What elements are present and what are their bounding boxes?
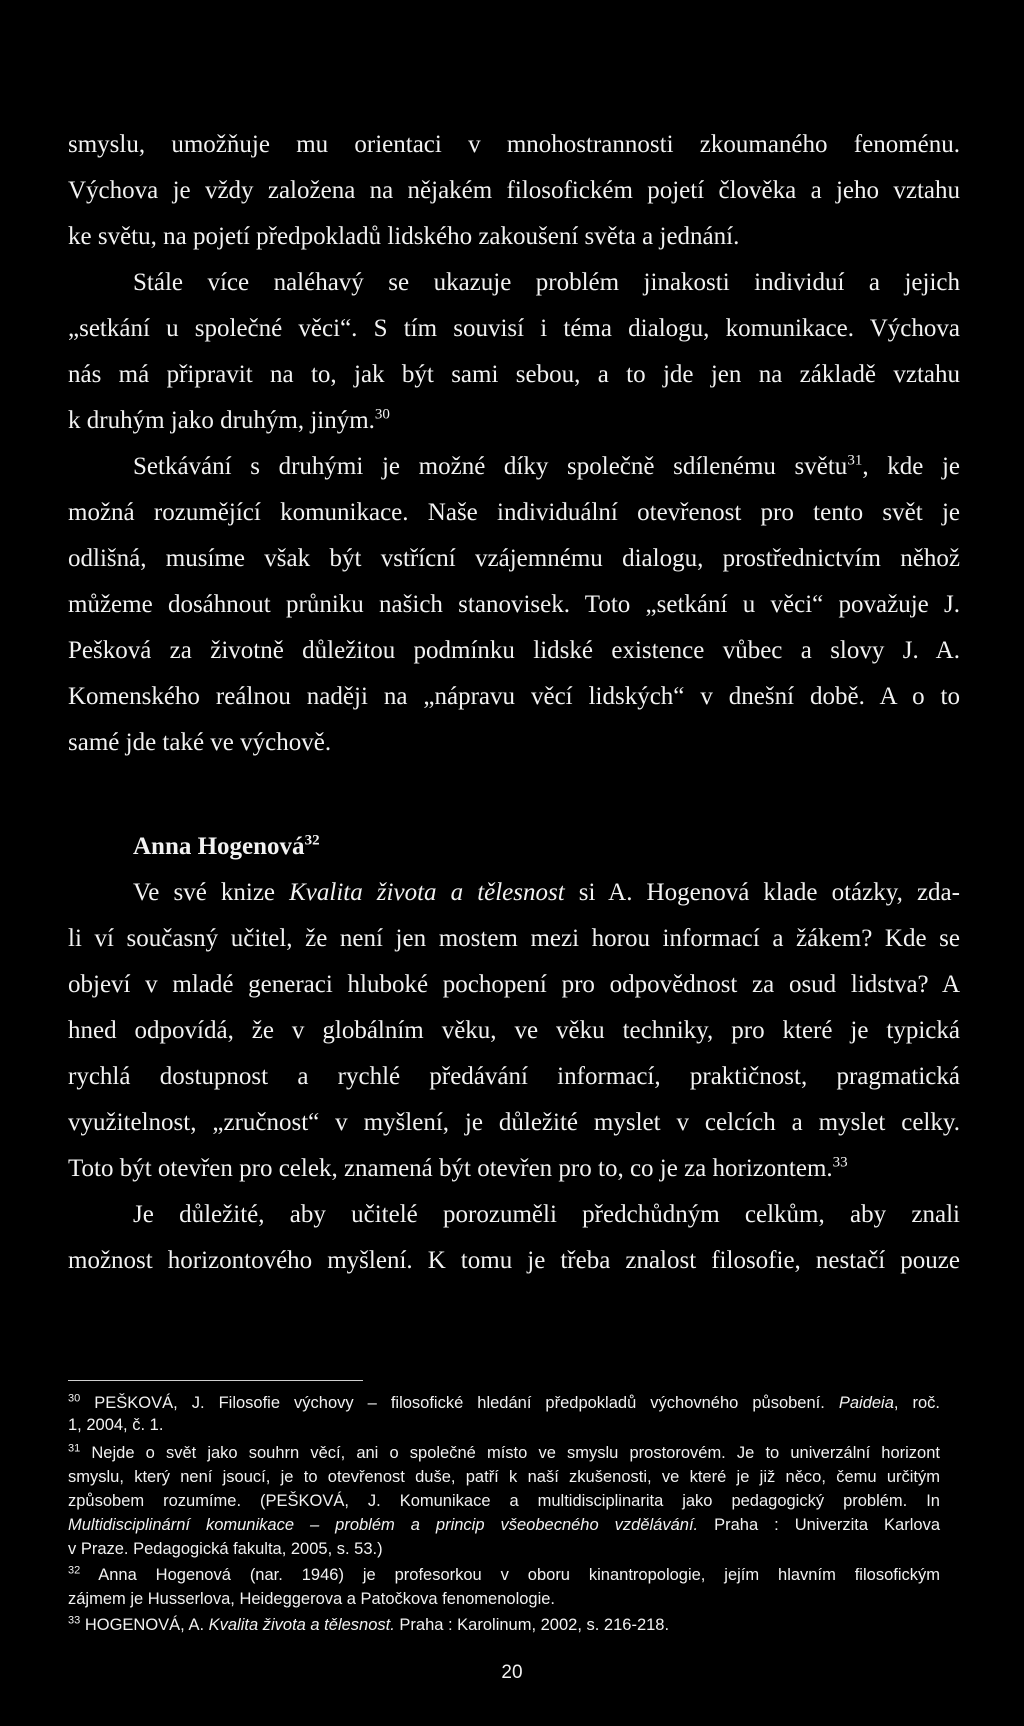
body-line: Pešková za životně důležitou podmínku lidské existence vůbec a slovy J. A. [68, 637, 960, 664]
body-line: rychlá dostupnost a rychlé předávání informací, praktičnost, pragmatická [68, 1063, 960, 1090]
footnote-text: Anna Hogenová (nar. 1946) je profesorkou v oboru kinantropologie, jejím hlavním filosofickým [80, 1566, 940, 1584]
footnote-33 [68, 1614, 940, 1636]
footnote-line: v Praze. Pedagogická fakulta, 2005, s. 53.) [68, 1540, 383, 1558]
footnote-line: 1, 2004, č. 1. [68, 1416, 164, 1434]
footnote-ref: 33 [832, 1154, 848, 1171]
footnote-line: zájmem je Husserlova, Heideggerova a Patočkova fenomenologie. [68, 1590, 556, 1608]
footnote-text: Praha : Univerzita Karlova [698, 1516, 940, 1534]
body-line: odlišná, musíme však být vstřícní vzájemnému dialogu, prostřednictvím něhož [68, 545, 960, 572]
body-line: objeví v mladé generaci hluboké pochopení pro odpovědnost za osud lidstva? A [68, 971, 960, 998]
footnote-separator [68, 1380, 363, 1381]
body-line: nás má připravit na to, jak být sami sebou, a to jde jen na základě vztahu [68, 361, 960, 388]
footnote-ref: 31 [847, 452, 863, 469]
book-title: Kvalita života a tělesnost. [208, 1616, 395, 1634]
body-line: „setkání u společné věci“. S tím souvisí i téma dialogu, komunikace. Výchova [68, 315, 960, 342]
footnote-30 [68, 1392, 940, 1414]
body-line: možná rozumějící komunikace. Naše individuální otevřenost pro tento svět je [68, 499, 960, 526]
body-line: Stále více naléhavý se ukazuje problém jinakosti individuí a jejich [133, 269, 960, 296]
section-heading [133, 832, 960, 862]
body-line [133, 878, 960, 908]
body-text: si A. Hogenová klade otázky, zda- [564, 879, 960, 906]
body-line: hned odpovídá, že v globálním věku, ve věku techniky, pro které je typická [68, 1017, 960, 1044]
footnote-line [68, 1514, 940, 1536]
body-line [68, 1154, 960, 1184]
footnote-line: smyslu, který není jsoucí, je to otevřenost duše, patří k naší zkušenosti, ve které je již něco, čemu určitým [68, 1468, 940, 1486]
footnote-number: 32 [68, 1564, 81, 1577]
body-text: Setkávání s druhými je možné díky společně sdílenému světu [133, 453, 848, 480]
body-line: možnost horizontového myšlení. K tomu je třeba znalost filosofie, nestačí pouze [68, 1247, 960, 1274]
footnote-ref: 32 [304, 832, 320, 849]
footnote-32 [68, 1564, 940, 1586]
footnote-number: 31 [68, 1442, 81, 1455]
footnote-line: způsobem rozumíme. (PEŠKOVÁ, J. Komunikace a multidisciplinarita jako pedagogický problém. In [68, 1492, 940, 1510]
footnote-text: HOGENOVÁ, A. [80, 1616, 209, 1634]
body-line: Je důležité, aby učitelé porozuměli předchůdným celkům, aby znali [133, 1201, 960, 1228]
body-line: můžeme dosáhnout průniku našich stanovisek. Toto „setkání u věci“ považuje J. [68, 591, 960, 618]
journal-title: Paideia [838, 1394, 894, 1412]
footnote-text: Praha : Karolinum, 2002, s. 216-218. [394, 1616, 670, 1634]
body-text: k druhým jako druhým, jiným. [68, 407, 375, 434]
footnote-ref: 30 [374, 406, 390, 423]
heading-text: Anna Hogenová [133, 833, 305, 860]
footnote-number: 30 [68, 1392, 81, 1405]
body-line: ke světu, na pojetí předpokladů lidského zakoušení světa a jednání. [68, 223, 740, 250]
body-line: Komenského reálnou naději na „nápravu věcí lidských“ v dnešní době. A o to [68, 683, 960, 710]
body-text: , kde je [862, 453, 960, 480]
body-line [133, 452, 960, 482]
body-line: samé jde také ve výchově. [68, 729, 332, 756]
body-text: Toto být otevřen pro celek, znamená být otevřen pro to, co je za horizontem. [68, 1155, 833, 1182]
footnote-number: 33 [68, 1614, 81, 1627]
publication-title: Multidisciplinární komunikace – problém a princip všeobecného vzdělávání. [68, 1516, 699, 1534]
body-line: využitelnost, „zručnost“ v myšlení, je důležité myslet v celcích a myslet celky. [68, 1109, 960, 1136]
footnote-31 [68, 1442, 940, 1464]
footnote-text: Nejde o svět jako souhrn věcí, ani o společné místo ve smyslu prostorovém. Je to univerzální horizont [80, 1444, 940, 1462]
body-line: Výchova je vždy založena na nějakém filosofickém pojetí člověka a jeho vztahu [68, 177, 960, 204]
footnote-text: PEŠKOVÁ, J. Filosofie výchovy – filosofické hledání předpokladů výchovného působení. [80, 1394, 839, 1412]
book-title: Kvalita života a tělesnost [289, 879, 565, 906]
body-line [68, 406, 960, 436]
body-line: smyslu, umožňuje mu orientaci v mnohostrannosti zkoumaného fenoménu. [68, 131, 960, 158]
body-text: Ve své knize [133, 879, 290, 906]
body-line: li ví současný učitel, že není jen mostem mezi horou informací a žákem? Kde se [68, 925, 960, 952]
page-number: 20 [501, 1662, 523, 1683]
footnote-text: , roč. [893, 1394, 940, 1412]
